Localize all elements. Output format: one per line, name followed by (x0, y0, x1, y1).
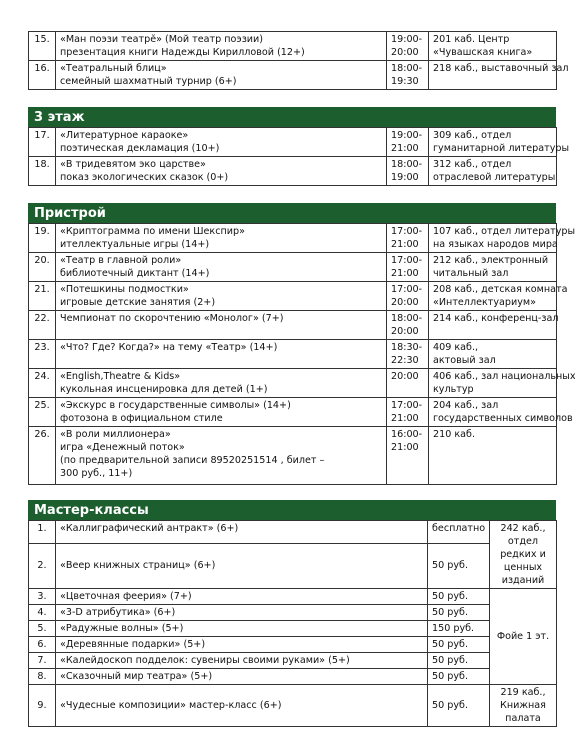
table-row (29, 621, 557, 637)
event-cell (56, 282, 387, 311)
masterclass-name: «Веер книжных страниц» (6+) (56, 543, 428, 588)
event-desc: поэтическая декламация (10+) (60, 143, 220, 154)
table-row (29, 253, 557, 282)
time-start: 19:00- (391, 130, 423, 141)
event-title: «Театральный блиц» (60, 63, 167, 74)
table-row (29, 589, 557, 605)
event-line: «Потешкины подмостки» (60, 284, 189, 295)
time-line: 17:00- (391, 284, 423, 295)
row-number: 15. (29, 32, 56, 61)
place-line: ценных изданий (501, 562, 545, 586)
table-row (29, 605, 557, 621)
event-cell (56, 61, 387, 90)
row-number: 4. (29, 605, 56, 621)
time-start: 18:00- (391, 159, 423, 170)
place-line: 309 каб., отдел (433, 130, 512, 141)
masterclass-name: «Цветочная феерия» (7+) (56, 589, 428, 605)
place-cell (429, 157, 557, 186)
masterclass-price: 50 руб. (428, 589, 490, 605)
table-row (29, 32, 557, 61)
place-line: 218 каб., выставочный зал (433, 63, 569, 74)
event-cell (56, 128, 387, 157)
time-cell (387, 128, 429, 157)
row-number: 5. (29, 621, 56, 637)
table-row (29, 282, 557, 311)
place-line: 242 каб., (500, 523, 546, 534)
place-line: 406 каб., зал национальных (433, 371, 576, 382)
event-line: «Театр в главной роли» (60, 255, 182, 266)
time-line: 18:00- (391, 313, 423, 324)
time-line: 20:00 (391, 297, 419, 308)
row-number: 7. (29, 653, 56, 669)
place-line: государственных символов (433, 413, 573, 424)
time-line: 17:00- (391, 255, 423, 266)
place-line: 212 каб., электронный (433, 255, 549, 266)
row-number: 16. (29, 61, 56, 90)
event-line: игровые детские занятия (2+) (60, 297, 216, 308)
place-cell (429, 253, 557, 282)
masterclass-name: «Чудесные композиции» мастер-класс (6+) (56, 685, 428, 727)
masterclass-price: 50 руб. (428, 685, 490, 727)
event-title: «Ман поэзи театрĕ» (Мой театр поэзии) (60, 34, 264, 45)
event-cell (56, 398, 387, 427)
section-header: Мастер-классы (28, 500, 556, 520)
place-line: 208 каб., детская комната (433, 284, 568, 295)
place-cell-a (490, 521, 557, 589)
time-end: 20:00 (391, 47, 419, 58)
annex-section (28, 203, 576, 485)
event-line: фотозона в официальном стиле (60, 413, 223, 424)
masterclass-name: «Калейдоскоп подделок: сувениры своими руками» (5+) (56, 653, 428, 669)
row-number: 23. (29, 340, 56, 369)
masterclass-name: «Деревянные подарки» (5+) (56, 637, 428, 653)
place-line: на языках народов мира (433, 239, 558, 250)
time-line: 22:30 (391, 355, 419, 366)
row-number: 6. (29, 637, 56, 653)
row-number: 26. (29, 427, 56, 485)
time-start: 19:00- (391, 34, 423, 45)
event-cell (56, 224, 387, 253)
place-line: культур (433, 384, 474, 395)
place-cell (429, 128, 570, 157)
place-line: «Чувашская книга» (433, 47, 533, 58)
masterclass-name: «3-D атрибутика» (6+) (56, 605, 428, 621)
table-row (29, 685, 557, 727)
place-line: 204 каб., зал (433, 400, 499, 411)
event-cell (56, 311, 387, 340)
place-line: 107 каб., отдел литературы (433, 226, 576, 237)
time-cell (387, 369, 429, 398)
masterclass-name: «Сказочный мир театра» (5+) (56, 669, 428, 685)
masterclasses-section (28, 500, 556, 727)
time-start: 18:00- (391, 63, 423, 74)
time-line: 21:00 (391, 239, 419, 250)
masterclass-price: 50 руб. (428, 637, 490, 653)
row-number: 25. (29, 398, 56, 427)
time-cell (387, 398, 429, 427)
time-line: 21:00 (391, 442, 419, 453)
table-row (29, 224, 557, 253)
row-number: 20. (29, 253, 56, 282)
time-cell (387, 32, 429, 61)
place-line: 214 каб., конференц-зал (433, 313, 559, 324)
masterclass-price: 50 руб. (428, 669, 490, 685)
event-title: «В тридевятом эко царстве» (60, 159, 206, 170)
place-cell (429, 32, 557, 61)
event-line: библиотечный диктант (14+) (60, 268, 210, 279)
time-cell (387, 311, 429, 340)
place-cell-c (490, 685, 557, 727)
time-end: 19:30 (391, 76, 419, 87)
masterclass-price: 50 руб. (428, 543, 490, 588)
event-desc: семейный шахматный турнир (6+) (60, 76, 237, 87)
event-desc: показ экологических сказок (0+) (60, 172, 229, 183)
table-row (29, 128, 557, 157)
table-row (29, 369, 557, 398)
time-cell (387, 157, 429, 186)
event-line: 300 руб., 11+) (60, 468, 133, 479)
place-line: отраслевой литературы (433, 172, 556, 183)
time-line: 17:00- (391, 400, 423, 411)
place-line: 210 каб. (433, 429, 476, 440)
time-cell (387, 427, 429, 485)
place-line: 201 каб. Центр (433, 34, 510, 45)
time-line: 17:00- (391, 226, 423, 237)
event-cell (56, 157, 387, 186)
event-line: игра «Денежный поток» (60, 442, 185, 453)
place-cell (429, 282, 568, 311)
table-row (29, 157, 557, 186)
event-cell (56, 340, 387, 369)
time-line: 21:00 (391, 413, 419, 424)
place-cell (429, 369, 576, 398)
place-line: 409 каб., (433, 342, 479, 353)
masterclass-price: 50 руб. (428, 653, 490, 669)
place-line: отдел редких и (500, 536, 546, 560)
place-line: «Интеллектуариум» (433, 297, 537, 308)
table-row (29, 311, 557, 340)
place-cell (429, 398, 573, 427)
row-number: 3. (29, 589, 56, 605)
place-cell (429, 427, 557, 485)
place-cell-b: Фойе 1 эт. (490, 589, 557, 685)
floor3-section (28, 107, 570, 186)
table-row (29, 669, 557, 685)
time-cell (387, 61, 429, 90)
masterclass-name: «Каллиграфический антракт» (6+) (56, 521, 428, 544)
table-row (29, 653, 557, 669)
event-line: Чемпионат по скорочтению «Монолог» (7+) (60, 313, 284, 324)
place-line: читальный зал (433, 268, 509, 279)
place-line: Книжная палата (500, 700, 546, 724)
masterclass-price: 150 руб. (428, 621, 490, 637)
row-number: 8. (29, 669, 56, 685)
event-line: (по предварительной записи 89520251514 , билет – (60, 455, 325, 466)
time-end: 19:00 (391, 172, 419, 183)
row-number: 22. (29, 311, 56, 340)
row-number: 19. (29, 224, 56, 253)
time-line: 20:00 (391, 371, 419, 382)
place-line: актовый зал (433, 355, 496, 366)
event-cell (56, 427, 387, 485)
masterclass-name: «Радужные волны» (5+) (56, 621, 428, 637)
row-number: 9. (29, 685, 56, 727)
time-cell (387, 224, 429, 253)
row-number: 17. (29, 128, 56, 157)
time-cell (387, 340, 429, 369)
top-events-table (28, 31, 569, 90)
event-cell (56, 32, 387, 61)
place-cell (429, 61, 569, 90)
table-row (29, 543, 557, 588)
row-number: 1. (29, 521, 56, 544)
time-line: 21:00 (391, 268, 419, 279)
event-line: «Криптограмма по имени Шекспир» (60, 226, 245, 237)
event-cell (56, 369, 387, 398)
place-cell (429, 340, 557, 369)
event-line: «В роли миллионера» (60, 429, 171, 440)
time-line: 20:00 (391, 326, 419, 337)
event-line: «Экскурс в государственные символы» (14+) (60, 400, 291, 411)
row-number: 24. (29, 369, 56, 398)
time-cell (387, 253, 429, 282)
table-row (29, 398, 557, 427)
section-header: 3 этаж (28, 107, 556, 127)
place-line: 312 каб., отдел (433, 159, 512, 170)
masterclass-price: 50 руб. (428, 605, 490, 621)
time-cell (387, 282, 429, 311)
place-line: гуманитарной литературы (433, 143, 570, 154)
event-title: «Литературное караоке» (60, 130, 189, 141)
event-line: «English,Theatre & Kids» (60, 371, 181, 382)
event-line: кукольная инсценировка для детей (1+) (60, 384, 268, 395)
time-line: 18:30- (391, 342, 423, 353)
event-cell (56, 253, 387, 282)
table-row (29, 637, 557, 653)
table-row (29, 521, 557, 544)
section-header: Пристрой (28, 203, 556, 223)
table-row (29, 427, 557, 485)
table-row (29, 340, 557, 369)
row-number: 2. (29, 543, 56, 588)
place-cell (429, 224, 576, 253)
row-number: 18. (29, 157, 56, 186)
place-line: 219 каб., (500, 687, 546, 698)
time-end: 21:00 (391, 143, 419, 154)
event-line: ителлектуальные игры (14+) (60, 239, 210, 250)
row-number: 21. (29, 282, 56, 311)
event-line: «Что? Где? Когда?» на тему «Театр» (14+) (60, 342, 278, 353)
time-line: 16:00- (391, 429, 423, 440)
table-row (29, 61, 557, 90)
event-desc: презентация книги Надежды Кирилловой (12+) (60, 47, 305, 58)
place-cell (429, 311, 557, 340)
masterclass-price: бесплатно (428, 521, 490, 544)
